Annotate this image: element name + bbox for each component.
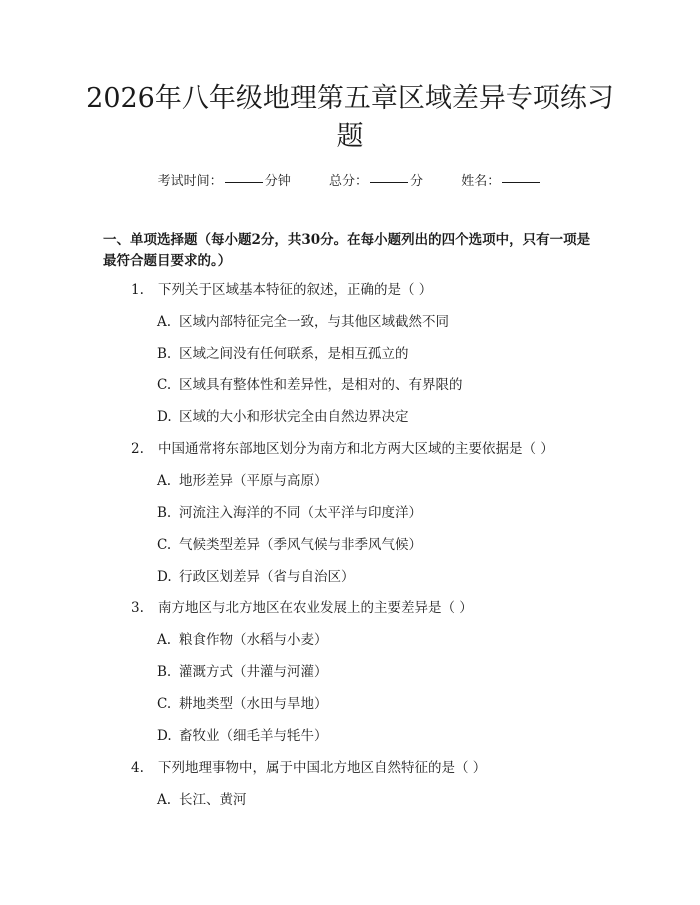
question-3-option-b: [157, 663, 607, 681]
option-letter: C.: [157, 377, 172, 393]
option-letter: C.: [157, 696, 172, 712]
score-unit: 分: [410, 174, 424, 189]
question-4: [131, 759, 611, 777]
option-letter: B.: [157, 664, 172, 680]
question-1-option-b: [157, 345, 607, 363]
question-2-option-d: [157, 568, 607, 586]
option-letter: D.: [157, 409, 172, 425]
option-letter: B.: [157, 505, 172, 521]
question-1-option-c: [157, 376, 607, 394]
name-label: 姓名：: [461, 174, 501, 189]
option-text: 灌溉方式（井灌与河灌）: [179, 664, 328, 680]
score-blank: [370, 182, 408, 183]
question-number: 1.: [131, 282, 144, 298]
option-letter: A.: [157, 314, 172, 330]
question-3-option-c: [157, 695, 607, 713]
option-letter: A.: [157, 473, 172, 489]
question-1-option-a: [157, 313, 607, 331]
question-1-option-d: [157, 408, 607, 426]
option-text: 粮食作物（水稻与小麦）: [179, 632, 328, 648]
option-text: 行政区划差异（省与自治区）: [179, 569, 355, 585]
option-text: 长江、黄河: [179, 792, 247, 808]
option-text: 地形差异（平原与高原）: [179, 473, 328, 489]
question-text: 下列关于区域基本特征的叙述，正确的是（ ）: [158, 282, 433, 298]
question-1: [131, 281, 611, 299]
question-text: 南方地区与北方地区在农业发展上的主要差异是（ ）: [158, 600, 473, 616]
option-letter: A.: [157, 792, 172, 808]
option-letter: A.: [157, 632, 172, 648]
option-text: 耕地类型（水田与旱地）: [179, 696, 328, 712]
option-text: 区域的大小和形状完全由自然边界决定: [179, 409, 409, 425]
exam-title: 2026年八年级地理第五章区域差异专项练习题: [86, 83, 614, 152]
option-text: 畜牧业（细毛羊与牦牛）: [179, 728, 328, 744]
question-2-option-c: [157, 536, 607, 554]
question-text: 下列地理事物中，属于中国北方地区自然特征的是（ ）: [158, 760, 487, 776]
score-label: 总分：: [328, 174, 368, 189]
option-text: 气候类型差异（季风气候与非季风气候）: [179, 537, 422, 553]
question-2-option-a: [157, 472, 607, 490]
option-letter: D.: [157, 569, 172, 585]
option-letter: C.: [157, 537, 172, 553]
question-text: 中国通常将东部地区划分为南方和北方两大区域的主要依据是（ ）: [158, 441, 554, 457]
question-3: [131, 599, 611, 617]
time-unit: 分钟: [264, 174, 291, 189]
question-3-option-a: [157, 631, 607, 649]
section-heading: 一、单项选择题（每小题2分，共30分。在每小题列出的四个选项中，只有一项是最符合题目要求的。）: [103, 232, 591, 269]
exam-info-line: [0, 170, 700, 189]
question-2: [131, 440, 611, 458]
option-text: 区域之间没有任何联系，是相互孤立的: [179, 346, 409, 362]
option-text: 区域内部特征完全一致，与其他区域截然不同: [179, 314, 449, 330]
time-label: 考试时间：: [157, 174, 223, 189]
option-text: 区域具有整体性和差异性，是相对的、有界限的: [179, 377, 463, 393]
question-3-option-d: [157, 727, 607, 745]
option-letter: B.: [157, 346, 172, 362]
time-blank: [225, 182, 263, 183]
question-number: 4.: [131, 760, 144, 776]
question-4-option-a: [157, 791, 607, 809]
question-number: 2.: [131, 441, 144, 457]
question-2-option-b: [157, 504, 607, 522]
question-number: 3.: [131, 600, 144, 616]
option-text: 河流注入海洋的不同（太平洋与印度洋）: [179, 505, 422, 521]
name-blank: [502, 182, 540, 183]
option-letter: D.: [157, 728, 172, 744]
